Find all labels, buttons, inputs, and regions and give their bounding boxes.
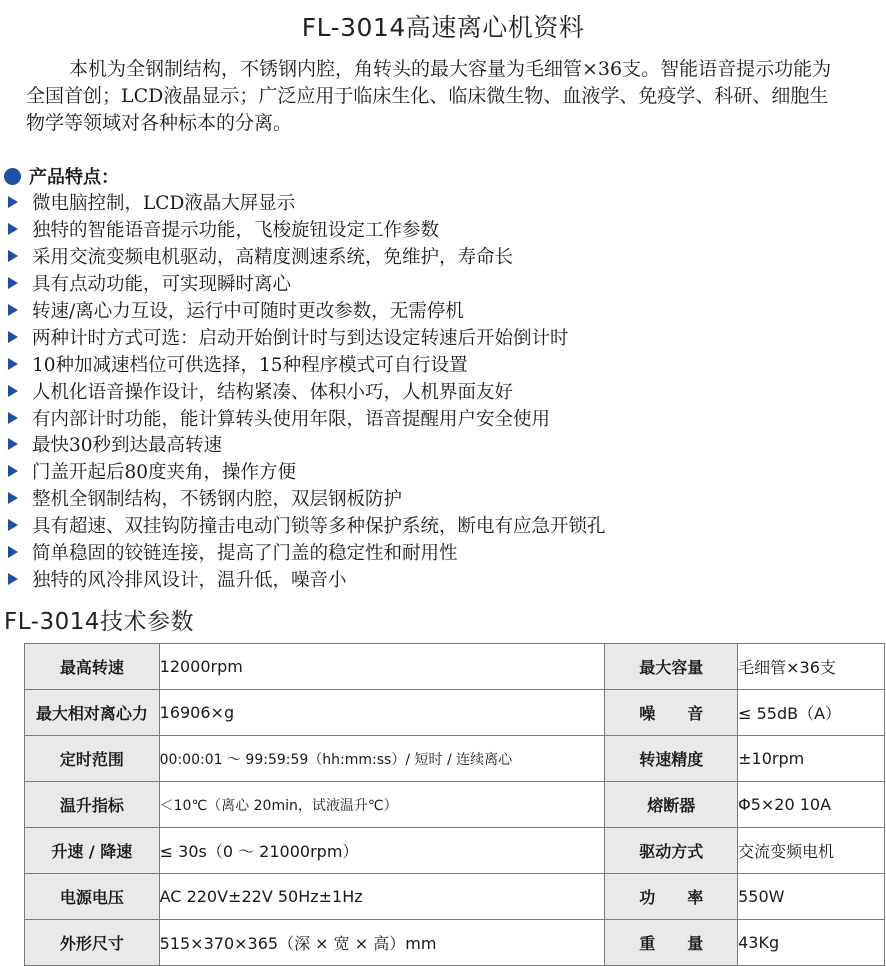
feature-text: 采用交流变频电机驱动，高精度测速系统，免维护，寿命长 xyxy=(32,247,514,269)
spec-label: 熔断器 xyxy=(605,782,738,828)
feature-text: 10种加减速档位可供选择，15种程序模式可自行设置 xyxy=(32,354,468,376)
spec-label: 升速 / 降速 xyxy=(25,828,160,874)
spec-label: 温升指标 xyxy=(25,782,160,828)
feature-item xyxy=(4,216,606,243)
spec-value: ≤ 55dB（A） xyxy=(738,690,885,736)
triangle-bullet-icon xyxy=(8,250,18,262)
feature-item xyxy=(4,189,606,216)
feature-text: 微电脑控制，LCD液晶大屏显示 xyxy=(32,193,296,215)
feature-item xyxy=(4,404,606,431)
feature-item xyxy=(4,323,606,350)
triangle-bullet-icon xyxy=(8,331,18,343)
spec-table xyxy=(24,643,885,966)
feature-item xyxy=(4,539,606,566)
spec-value: ±10rpm xyxy=(738,736,885,782)
feature-item xyxy=(4,297,606,324)
spec-value: 交流变频电机 xyxy=(738,828,885,874)
table-row xyxy=(25,690,885,736)
feature-text: 门盖开起后80度夹角，操作方便 xyxy=(32,462,297,484)
page-title: FL-3014高速离心机资料 xyxy=(301,13,585,42)
feature-text: 最快30秒到达最高转速 xyxy=(32,435,223,457)
spec-label: 最高转速 xyxy=(25,644,160,690)
triangle-bullet-icon xyxy=(8,412,18,424)
triangle-bullet-icon xyxy=(8,438,18,450)
spec-value: 00:00:01 ～ 99:59:59（hh:mm:ss）/ 短时 / 连续离心 xyxy=(159,736,605,782)
feature-text: 独特的智能语音提示功能，飞梭旋钮设定工作参数 xyxy=(32,220,440,242)
spec-value: 16906×g xyxy=(159,690,605,736)
bullet-circle-icon xyxy=(4,168,21,185)
spec-value: ＜10℃（离心 20min，试液温升℃） xyxy=(159,782,605,828)
feature-text: 整机全钢制结构，不锈钢内腔，双层钢板防护 xyxy=(32,489,403,511)
triangle-bullet-icon xyxy=(8,492,18,504)
triangle-bullet-icon xyxy=(8,546,18,558)
feature-item xyxy=(4,431,606,458)
feature-item xyxy=(4,350,606,377)
triangle-bullet-icon xyxy=(8,385,18,397)
triangle-bullet-icon xyxy=(8,277,18,289)
feature-text: 转速/离心力互设，运行中可随时更改参数，无需停机 xyxy=(32,301,464,322)
feature-item xyxy=(4,565,606,592)
spec-label: 最大相对离心力 xyxy=(25,690,160,736)
spec-label: 最大容量 xyxy=(605,644,738,690)
feature-text: 有内部计时功能，能计算转头使用年限，语音提醒用户安全使用 xyxy=(32,408,551,430)
feature-text: 两种计时方式可选：启动开始倒计时与到达设定转速后开始倒计时 xyxy=(32,327,569,349)
intro-paragraph: 本机为全钢制结构，不锈钢内腔，角转头的最大容量为毛细管×36支。智能语音提示功能为全国首创；LCD液晶显示；广泛应用于临床生化、临床微生物、血液学、免疫学、科研、细胞生物学等领域对各种标本的分离。 xyxy=(26,58,832,134)
feature-item xyxy=(4,458,606,485)
feature-item xyxy=(4,512,606,539)
triangle-bullet-icon xyxy=(8,519,18,531)
spec-title: FL-3014技术参数 xyxy=(4,609,194,635)
triangle-bullet-icon xyxy=(8,358,18,370)
spec-value: ≤ 30s（0 ～ 21000rpm） xyxy=(159,828,605,874)
feature-text: 具有点动功能，可实现瞬时离心 xyxy=(32,274,292,296)
spec-value: 515×370×365（深 × 宽 × 高）mm xyxy=(159,920,605,966)
feature-text: 具有超速、双挂钩防撞击电动门锁等多种保护系统，断电有应急开锁孔 xyxy=(32,516,606,538)
spec-label: 电源电压 xyxy=(25,874,160,920)
feature-item xyxy=(4,243,606,270)
spec-label: 功 率 xyxy=(605,874,738,920)
feature-text: 独特的风冷排风设计，温升低，噪音小 xyxy=(32,569,347,591)
triangle-bullet-icon xyxy=(8,223,18,235)
spec-label: 重 量 xyxy=(605,920,738,966)
spec-label: 定时范围 xyxy=(25,736,160,782)
table-row xyxy=(25,874,885,920)
spec-value: 12000rpm xyxy=(159,644,605,690)
features-list xyxy=(4,189,606,592)
spec-label: 外形尺寸 xyxy=(25,920,160,966)
triangle-bullet-icon xyxy=(8,573,18,585)
features-heading xyxy=(4,163,119,189)
spec-value: 43Kg xyxy=(738,920,885,966)
spec-value: AC 220V±22V 50Hz±1Hz xyxy=(159,874,605,920)
spec-value: 550W xyxy=(738,874,885,920)
feature-item xyxy=(4,377,606,404)
feature-text: 简单稳固的铰链连接，提高了门盖的稳定性和耐用性 xyxy=(32,543,458,565)
table-row xyxy=(25,920,885,966)
spec-label: 转速精度 xyxy=(605,736,738,782)
features-heading-label: 产品特点： xyxy=(29,167,119,188)
table-row xyxy=(25,736,885,782)
spec-value: 毛细管×36支 xyxy=(738,644,885,690)
spec-label: 噪 音 xyxy=(605,690,738,736)
spec-label: 驱动方式 xyxy=(605,828,738,874)
triangle-bullet-icon xyxy=(8,465,18,477)
feature-item xyxy=(4,485,606,512)
spec-value: Φ5×20 10A xyxy=(738,782,885,828)
table-row xyxy=(25,782,885,828)
triangle-bullet-icon xyxy=(8,304,18,316)
triangle-bullet-icon xyxy=(8,196,18,208)
feature-text: 人机化语音操作设计，结构紧凑、体积小巧，人机界面友好 xyxy=(32,381,514,403)
table-row xyxy=(25,644,885,690)
feature-item xyxy=(4,270,606,297)
table-row xyxy=(25,828,885,874)
